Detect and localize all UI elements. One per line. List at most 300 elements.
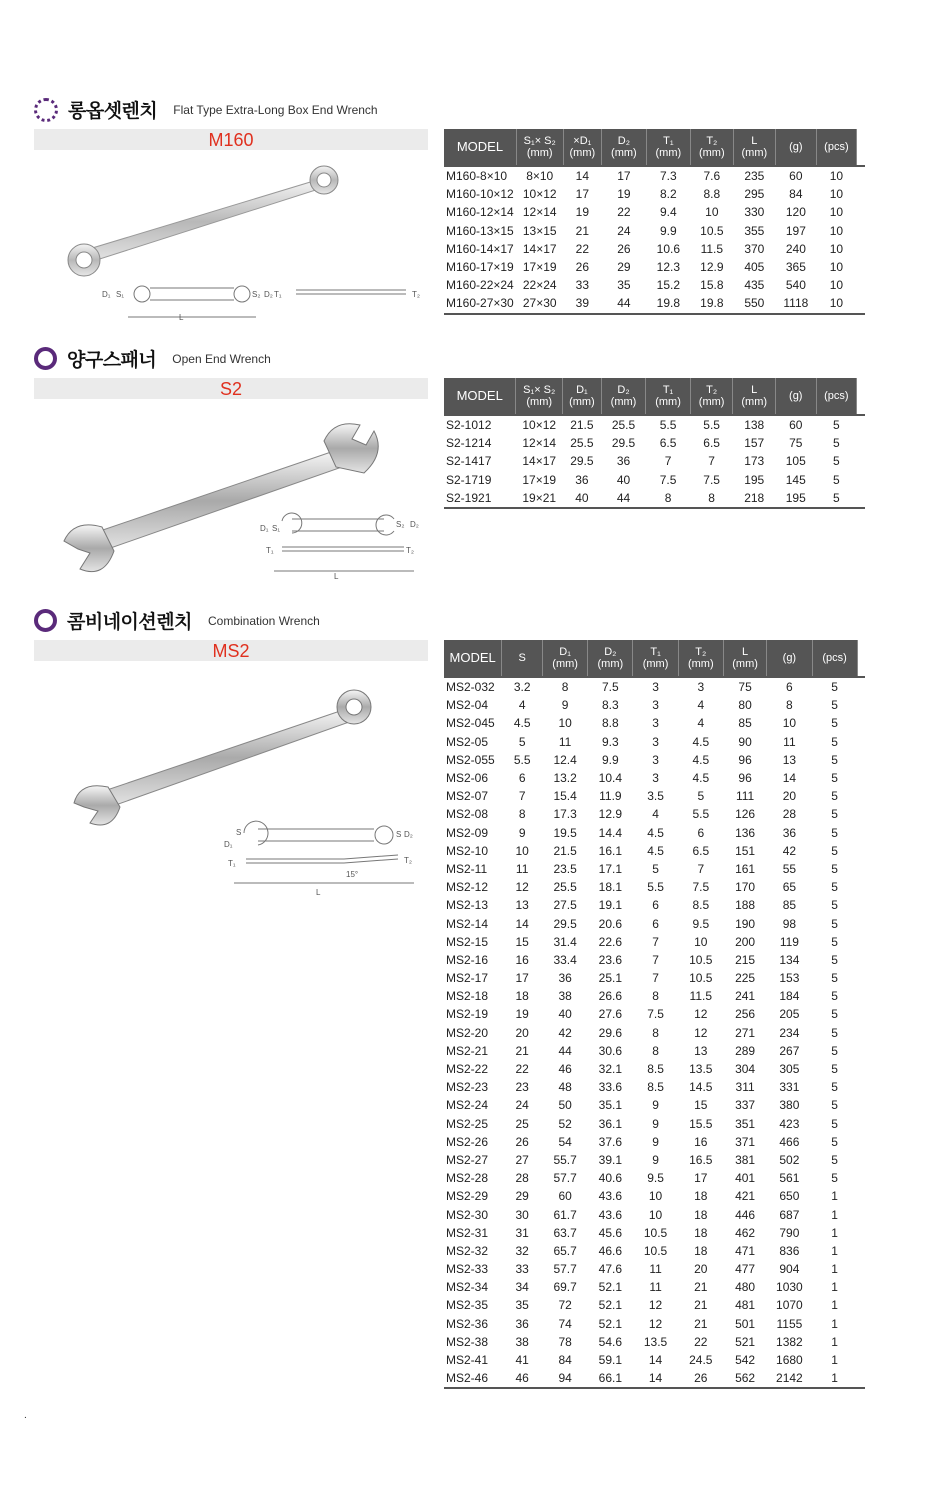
table-cell: 1 <box>831 1316 838 1331</box>
dim-label: S₁ <box>116 290 125 299</box>
table-cell: 13.2 <box>553 771 577 786</box>
table-cell: 5 <box>831 880 838 895</box>
table-cell: 26 <box>575 260 590 275</box>
model-cell: M160-27×30 <box>444 294 516 313</box>
table-cell: 50 <box>558 1098 572 1113</box>
table-cell: 5 <box>831 716 838 731</box>
table-cell: 311 <box>735 1080 755 1095</box>
dim-label: D₂ <box>410 520 419 529</box>
dim-label: T₁ <box>266 546 274 555</box>
table-cell: 10 <box>829 278 844 293</box>
column-header: (pcs) <box>816 378 857 415</box>
row-end-cap <box>857 471 865 489</box>
table-cell: 5 <box>518 734 526 749</box>
table-cell: 5 <box>831 789 838 804</box>
row-end-cap <box>857 452 865 470</box>
table-cell: 218 <box>733 489 776 508</box>
table-cell: 145 <box>785 472 806 487</box>
table-cell: 120 <box>785 205 806 220</box>
row-end-cap <box>857 1115 865 1133</box>
table-cell: 24.5 <box>689 1353 713 1368</box>
model-cell: MS2-15 <box>446 934 489 949</box>
table-cell: 173 <box>744 454 765 469</box>
model-cell: MS2-36 <box>446 1316 489 1331</box>
row-end-cap <box>857 415 865 434</box>
table-cell: 370 <box>744 241 765 256</box>
table-cell: 14 <box>782 771 797 786</box>
table-cell: 5 <box>831 898 838 913</box>
table-cell: 43.6 <box>598 1189 623 1204</box>
table-cell: 10 <box>829 260 844 275</box>
table-cell: 38 <box>515 1334 529 1349</box>
table-cell: 29.5 <box>570 454 594 469</box>
table-cell: 5 <box>831 1171 838 1186</box>
table-row <box>444 824 865 842</box>
table-cell: 90 <box>738 734 752 749</box>
table-cell: 7 <box>652 934 659 949</box>
column-header: D₂ (mm) <box>588 640 633 677</box>
table-cell: 11 <box>649 1280 662 1295</box>
table-cell: 9 <box>652 1134 659 1149</box>
table-row <box>444 1333 865 1351</box>
table-cell: 15 <box>694 1098 708 1113</box>
table-cell: 1680 <box>776 1353 803 1368</box>
table-cell: 234 <box>779 1025 800 1040</box>
table-cell: 12.4 <box>553 752 577 767</box>
table-cell: 151 <box>735 843 756 858</box>
table-cell: 562 <box>723 1369 766 1388</box>
table-cell: 85 <box>782 898 797 913</box>
row-end-cap <box>857 1151 865 1169</box>
table-cell: 65 <box>782 880 797 895</box>
table-cell: 63.7 <box>553 1225 577 1240</box>
table-cell: 9.9 <box>659 223 677 238</box>
table-cell: 11 <box>783 734 796 749</box>
dim-label: L <box>316 888 321 897</box>
table-cell: 18 <box>515 989 529 1004</box>
table-cell: 17×19 <box>522 260 557 275</box>
row-end-cap <box>857 203 865 221</box>
table-cell: 55 <box>782 861 797 876</box>
table-cell: 7.5 <box>703 472 720 487</box>
dim-label: D₂ <box>264 290 273 299</box>
table-cell: 25.5 <box>553 880 577 895</box>
table-cell: 12 <box>694 1025 708 1040</box>
spec-table-s2 <box>444 378 865 509</box>
spec-table-m160 <box>444 129 865 315</box>
column-header: (g) <box>767 640 812 677</box>
table-cell: 289 <box>735 1043 756 1058</box>
table-row <box>444 860 865 878</box>
table-cell: 20.6 <box>598 916 623 931</box>
row-end-cap <box>857 240 865 258</box>
row-end-cap <box>857 1078 865 1096</box>
table-cell: 25 <box>515 1116 529 1131</box>
row-end-cap <box>857 1042 865 1060</box>
table-cell: 40 <box>563 489 602 508</box>
table-cell: 477 <box>735 1262 756 1277</box>
table-cell: 4.5 <box>692 734 710 749</box>
table-cell: 13 <box>694 1043 708 1058</box>
tick-mark: . <box>24 1410 27 1421</box>
table-cell: 10 <box>816 166 857 185</box>
table-cell: 331 <box>779 1080 800 1095</box>
table-cell: 471 <box>735 1243 756 1258</box>
row-end-cap <box>857 1096 865 1114</box>
table-cell: 836 <box>779 1243 800 1258</box>
table-cell: 20 <box>694 1262 708 1277</box>
table-cell: 4.5 <box>647 825 664 840</box>
table-cell: 4.5 <box>513 716 531 731</box>
m160-product-image <box>34 152 428 322</box>
table-cell: 5 <box>831 989 838 1004</box>
table-row <box>444 1315 865 1333</box>
table-cell: 15.5 <box>689 1116 713 1131</box>
table-cell: 5 <box>831 1025 838 1040</box>
table-cell: 17 <box>575 187 590 202</box>
table-cell: 69.7 <box>553 1280 577 1295</box>
series-bar-ms2: MS2 <box>34 640 428 661</box>
table-cell: 18 <box>694 1189 708 1204</box>
spec-table-ms2 <box>444 640 865 1389</box>
table-row <box>444 842 865 860</box>
table-cell: 48 <box>558 1080 572 1095</box>
dim-label: L <box>179 313 184 322</box>
table-cell: 4.5 <box>692 771 710 786</box>
table-row <box>444 1369 865 1388</box>
table-cell: 17 <box>694 1171 708 1186</box>
column-header: T₂ (mm) <box>678 640 723 677</box>
table-row <box>444 294 865 313</box>
table-cell: 35 <box>515 1298 529 1313</box>
model-cell: MS2-23 <box>446 1080 489 1095</box>
table-cell: 29.6 <box>598 1025 623 1040</box>
table-row <box>444 1242 865 1260</box>
table-cell: 157 <box>744 436 765 451</box>
row-end-cap <box>857 1369 865 1388</box>
table-cell: 446 <box>735 1207 756 1222</box>
table-cell: 46.6 <box>598 1243 623 1258</box>
table-cell: 7 <box>708 454 715 469</box>
table-cell: 94 <box>543 1369 588 1388</box>
table-cell: 36 <box>575 472 589 487</box>
table-cell: 35 <box>617 278 631 293</box>
model-cell: MS2-21 <box>446 1043 489 1058</box>
table-cell: 18 <box>694 1243 708 1258</box>
table-cell: 33 <box>515 1262 529 1277</box>
table-cell: 161 <box>735 861 756 876</box>
table-cell: 5 <box>831 698 838 713</box>
table-cell: 3 <box>652 716 659 731</box>
table-cell: 170 <box>735 880 756 895</box>
column-header: T₁ (mm) <box>646 378 691 415</box>
column-header: ×D₁ (mm) <box>563 129 602 166</box>
model-cell: M160-8×10 <box>444 166 516 185</box>
table-cell: 14 <box>563 166 602 185</box>
table-cell: 5 <box>697 789 705 804</box>
table-cell: 4.5 <box>647 843 664 858</box>
model-cell: S2-1012 <box>444 415 516 434</box>
column-header: (pcs) <box>816 129 857 166</box>
model-cell: S2-1417 <box>446 454 492 469</box>
model-cell: MS2-46 <box>444 1369 502 1388</box>
row-end-cap <box>857 434 865 452</box>
table-cell: 11.5 <box>700 241 724 256</box>
table-cell: 13.5 <box>689 1062 713 1077</box>
table-cell: 5 <box>831 807 838 822</box>
table-row <box>444 1042 865 1060</box>
table-cell: 4 <box>652 807 659 822</box>
dim-label: L <box>334 572 339 581</box>
table-cell: 421 <box>735 1189 756 1204</box>
dim-label: S₂ <box>252 290 261 299</box>
table-cell: 75 <box>723 677 766 696</box>
table-cell: 7.5 <box>692 880 710 895</box>
row-end-cap <box>857 787 865 805</box>
table-cell: 31 <box>515 1225 529 1240</box>
table-cell: 14 <box>648 1353 663 1368</box>
table-cell: 60 <box>776 415 816 434</box>
table-row <box>444 1278 865 1296</box>
table-cell: 27.6 <box>598 1007 623 1022</box>
table-cell: 66.1 <box>588 1369 633 1388</box>
table-cell: 13 <box>515 898 529 913</box>
table-cell: 10.5 <box>689 971 713 986</box>
table-cell: 561 <box>779 1171 800 1186</box>
table-cell: 96 <box>738 752 752 767</box>
table-cell: 21 <box>694 1298 708 1313</box>
table-cell: 36 <box>616 454 631 469</box>
table-cell: 12.9 <box>598 807 623 822</box>
table-cell: 6 <box>652 916 659 931</box>
table-cell: 7 <box>664 454 672 469</box>
long-box-wrench-icon <box>68 166 338 276</box>
table-cell: 380 <box>779 1098 800 1113</box>
column-header: S <box>502 640 543 677</box>
row-end-cap <box>857 1315 865 1333</box>
row-end-cap <box>857 987 865 1005</box>
table-cell: 480 <box>735 1280 756 1295</box>
model-cell: MS2-27 <box>446 1152 489 1167</box>
table-cell: 16.1 <box>598 843 623 858</box>
table-cell: 134 <box>779 952 800 967</box>
model-cell: M160-17×19 <box>446 260 514 275</box>
table-cell: 3.2 <box>502 677 543 696</box>
table-row <box>444 1115 865 1133</box>
table-cell: 521 <box>735 1334 756 1349</box>
table-cell: 188 <box>735 898 756 913</box>
table-cell: 11.9 <box>599 789 622 804</box>
table-cell: 3 <box>633 677 678 696</box>
column-header: L (mm) <box>733 378 776 415</box>
table-row <box>444 185 865 203</box>
table-cell: 105 <box>785 454 806 469</box>
table-cell: 11 <box>515 861 529 876</box>
table-cell: 9 <box>561 698 569 713</box>
model-cell: MS2-07 <box>446 789 489 804</box>
table-cell: 5.5 <box>647 880 664 895</box>
table-row <box>444 987 865 1005</box>
table-cell: 6 <box>767 677 812 696</box>
table-row <box>444 951 865 969</box>
table-cell: 790 <box>779 1225 800 1240</box>
column-header: D₂ (mm) <box>602 129 646 166</box>
table-cell: 18.1 <box>598 880 623 895</box>
dim-label: D₁ <box>102 290 111 299</box>
table-cell: 16.5 <box>689 1152 713 1167</box>
table-cell: 5 <box>831 971 838 986</box>
s2-dimension-diagram <box>274 513 414 571</box>
table-cell: 20 <box>515 1025 529 1040</box>
table-row <box>444 733 865 751</box>
dim-label: S₂ <box>396 520 405 529</box>
table-cell: 22.6 <box>598 934 623 949</box>
model-cell: M160-13×15 <box>446 223 514 238</box>
header-end-cap <box>857 129 865 166</box>
table-cell: 38 <box>558 989 572 1004</box>
table-cell: 1 <box>831 1225 838 1240</box>
table-cell: 3.5 <box>647 789 664 804</box>
table-cell: 9.5 <box>647 1171 664 1186</box>
table-cell: 19×21 <box>516 489 563 508</box>
table-cell: 9 <box>652 1152 659 1167</box>
model-cell: MS2-16 <box>446 952 489 967</box>
row-end-cap <box>857 677 865 696</box>
table-cell: 10.4 <box>598 771 623 786</box>
table-cell: 7.5 <box>588 677 633 696</box>
table-row <box>444 1187 865 1205</box>
table-row <box>444 471 865 489</box>
table-cell: 10 <box>782 716 797 731</box>
table-cell: 5 <box>831 843 838 858</box>
model-cell: MS2-28 <box>446 1171 489 1186</box>
table-cell: 21 <box>515 1043 529 1058</box>
table-cell: 195 <box>744 472 765 487</box>
model-cell: MS2-24 <box>446 1098 489 1113</box>
table-cell: 10×12 <box>516 415 563 434</box>
table-row <box>444 714 865 732</box>
table-cell: 29 <box>515 1189 529 1204</box>
row-end-cap <box>857 258 865 276</box>
model-cell: MS2-10 <box>446 843 489 858</box>
table-cell: 9 <box>652 1116 659 1131</box>
table-cell: 5 <box>831 752 838 767</box>
table-cell: 462 <box>735 1225 756 1240</box>
table-cell: 10.5 <box>700 223 724 238</box>
row-end-cap <box>857 951 865 969</box>
table-row <box>444 489 865 508</box>
table-cell: 47.6 <box>598 1262 623 1277</box>
table-cell: 5 <box>831 1043 838 1058</box>
table-cell: 5 <box>831 1116 838 1131</box>
model-cell: MS2-13 <box>446 898 489 913</box>
column-header: D₁ (mm) <box>563 378 602 415</box>
table-cell: 39 <box>563 294 602 313</box>
table-row <box>444 751 865 769</box>
row-end-cap <box>857 733 865 751</box>
table-cell: 55.7 <box>553 1152 577 1167</box>
table-row <box>444 1205 865 1223</box>
table-cell: 24 <box>617 223 631 238</box>
dim-label: D₂ <box>404 830 413 839</box>
table-cell: 401 <box>735 1171 756 1186</box>
table-cell: 337 <box>735 1098 756 1113</box>
table-cell: 1030 <box>776 1280 803 1295</box>
table-cell: 22 <box>515 1062 529 1077</box>
table-row <box>444 1096 865 1114</box>
table-cell: 15.8 <box>700 278 724 293</box>
model-cell: MS2-19 <box>446 1007 489 1022</box>
table-cell: 22 <box>694 1334 708 1349</box>
row-end-cap <box>857 933 865 951</box>
table-row <box>444 787 865 805</box>
table-cell: 271 <box>735 1025 756 1040</box>
row-end-cap <box>857 1224 865 1242</box>
row-end-cap <box>857 1005 865 1023</box>
model-cell: MS2-32 <box>446 1243 489 1258</box>
table-cell: 8 <box>652 1025 659 1040</box>
table-cell: 44 <box>601 489 646 508</box>
open-end-wrench-icon <box>64 424 378 572</box>
table-cell: 8.2 <box>659 187 677 202</box>
table-cell: 36 <box>558 971 572 986</box>
table-cell: 138 <box>733 415 776 434</box>
table-cell: 10.5 <box>689 952 713 967</box>
table-cell: 687 <box>779 1207 800 1222</box>
table-row <box>444 222 865 240</box>
table-row <box>444 1060 865 1078</box>
table-cell: 8 <box>690 489 733 508</box>
table-cell: 10 <box>694 934 708 949</box>
model-cell: M160-22×24 <box>446 278 514 293</box>
table-cell: 195 <box>776 489 816 508</box>
table-cell: 5 <box>652 861 659 876</box>
table-cell: 5 <box>816 415 857 434</box>
table-cell: 37.6 <box>598 1134 623 1149</box>
table-cell: 200 <box>735 934 756 949</box>
table-cell: 52 <box>558 1116 572 1131</box>
table-cell: 84 <box>789 187 803 202</box>
table-cell: 16 <box>694 1134 708 1149</box>
model-cell: M160-14×17 <box>446 241 514 256</box>
table-cell: 5.5 <box>692 807 710 822</box>
table-cell: 7.5 <box>659 472 677 487</box>
table-cell: 225 <box>735 971 756 986</box>
table-cell: 423 <box>779 1116 800 1131</box>
dim-label: T₂ <box>412 290 420 299</box>
table-cell: 136 <box>735 825 756 840</box>
table-cell: 8×10 <box>516 166 563 185</box>
table-cell: 10.5 <box>643 1243 668 1258</box>
column-header: L (mm) <box>723 640 766 677</box>
table-row <box>444 203 865 221</box>
table-cell: 44 <box>558 1043 572 1058</box>
table-cell: 5 <box>831 825 838 840</box>
table-cell: 4 <box>518 698 526 713</box>
row-end-cap <box>857 166 865 185</box>
row-end-cap <box>857 969 865 987</box>
row-end-cap <box>857 185 865 203</box>
table-cell: 61.7 <box>553 1207 577 1222</box>
table-cell: 365 <box>785 260 806 275</box>
table-cell: 550 <box>733 294 776 313</box>
table-cell: 10 <box>648 1189 663 1204</box>
table-cell: 98 <box>782 916 797 931</box>
table-cell: 501 <box>735 1316 756 1331</box>
table-cell: 240 <box>785 241 806 256</box>
table-cell: 23 <box>515 1080 529 1095</box>
table-cell: 10 <box>829 205 844 220</box>
